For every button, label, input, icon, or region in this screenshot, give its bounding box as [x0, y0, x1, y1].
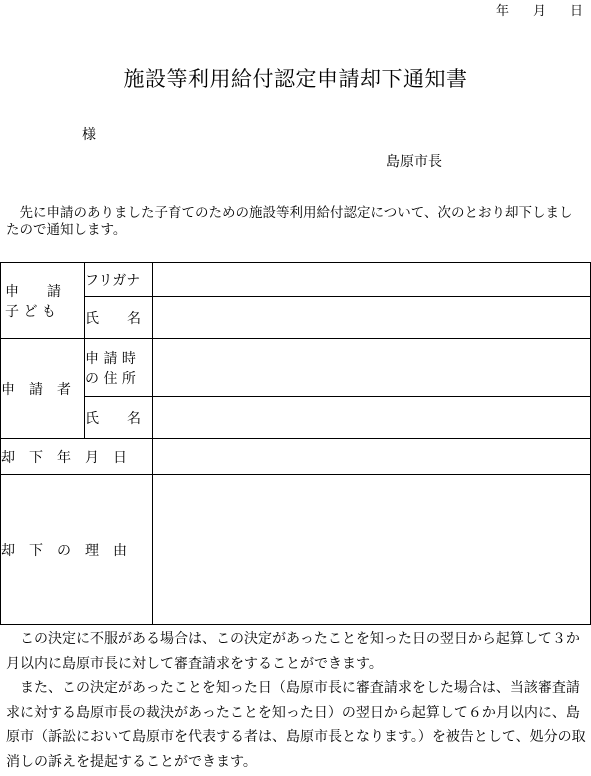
address-field[interactable] [153, 339, 591, 397]
applicant-name-field[interactable] [153, 397, 591, 439]
table-row [1, 263, 591, 297]
appeal-note-2: また、この決定があったことを知った日（島原市長に審査請求をした場合は、当該審査請求に対する島原市長の裁決があったことを知った日）の翌日から起算して６か月以内に、島原市（訴訟において島原市を代表する者は、島原市長となります。）を被告として、処分の取消しの訴えを提起することができます。 [6, 680, 586, 770]
year-label: 年 [496, 4, 510, 19]
applicant-label: 申 請 者 [1, 339, 85, 439]
form-table [0, 262, 591, 625]
child-label-line1 [1, 281, 84, 301]
child-name-label: 氏 名 [85, 297, 153, 339]
address-label-line1: 申 請 時 [85, 350, 136, 367]
date-line [496, 0, 583, 19]
notice-body [6, 205, 584, 239]
furigana-label: フリガナ [85, 263, 153, 297]
table-row [1, 439, 591, 475]
applicant-name-label: 氏 名 [85, 397, 153, 439]
notice-body-text: 先に申請のありました子育てのための施設等利用給付認定について、次のとおり却下しましたので通知します。 [6, 205, 573, 238]
child-label-line2 [1, 301, 84, 321]
appeal-note-1: この決定に不服がある場合は、この決定があったことを知った日の翌日から起算して３か月以内に島原市長に対して審査請求をすることができます。 [6, 631, 580, 672]
reason-field[interactable] [153, 475, 591, 625]
issuer: 島原市長 [386, 154, 442, 170]
day-label: 日 [570, 4, 584, 19]
reason-label: 却 下 の 理 由 [1, 475, 153, 625]
table-row [1, 397, 591, 439]
address-label-line2: の 住 所 [85, 370, 136, 387]
table-row [1, 475, 591, 625]
table-row [1, 339, 591, 397]
furigana-field[interactable] [153, 263, 591, 297]
addressee-suffix: 様 [82, 127, 96, 143]
rejection-date-field[interactable] [153, 439, 591, 475]
rejection-date-label: 却 下 年 月 日 [1, 439, 153, 475]
appeal-notes [6, 627, 590, 774]
document-title: 施設等利用給付認定申請却下通知書 [123, 67, 468, 91]
month-label: 月 [533, 4, 547, 19]
address-label-cell [85, 339, 153, 397]
child-name-field[interactable] [153, 297, 591, 339]
child-label-text2: 子 ど も [5, 303, 56, 320]
table-row [1, 297, 591, 339]
child-label-text1: 申 請 [5, 283, 61, 300]
child-label-cell [1, 263, 85, 339]
